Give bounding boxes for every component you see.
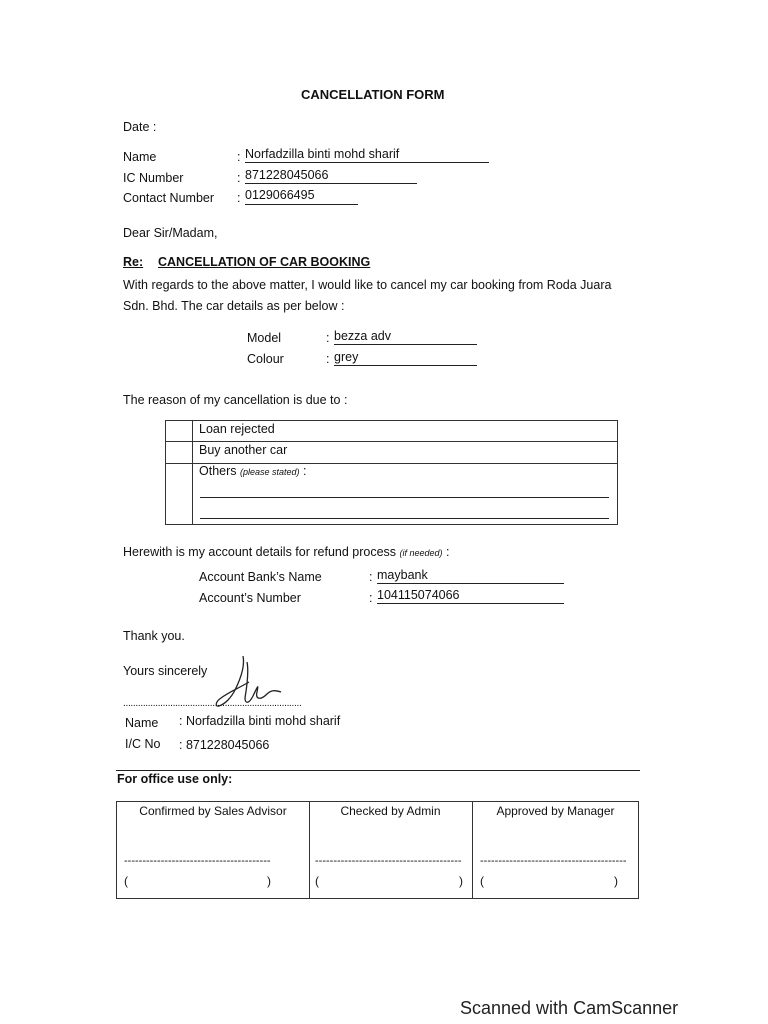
contact-colon: : <box>237 191 241 205</box>
date-label: Date : <box>123 120 157 134</box>
closing-ic-value: : 871228045066 <box>179 738 270 752</box>
body-line-1: With regards to the above matter, I would like to cancel my car booking from Roda Juara <box>123 278 612 292</box>
office-header-sales-advisor: Confirmed by Sales Advisor <box>139 804 287 818</box>
others-line-1 <box>200 497 609 498</box>
ic-underline <box>245 183 417 184</box>
colour-value: grey <box>334 350 359 364</box>
account-number-label: Account’s Number <box>199 591 301 605</box>
body-line-2: Sdn. Bhd. The car details as per below : <box>123 299 345 313</box>
account-number-underline <box>377 603 564 604</box>
re-label: Re: <box>123 255 144 269</box>
office-paren-close: ) <box>267 874 271 888</box>
office-cell-sales-advisor <box>117 802 309 898</box>
ic-colon: : <box>237 171 241 185</box>
others-label: Others <box>199 464 237 478</box>
office-header-manager: Approved by Manager <box>496 804 615 818</box>
colour-label: Colour <box>247 352 284 366</box>
name-colon: : <box>237 150 241 164</box>
reason-option-loan-rejected: Loan rejected <box>199 422 275 436</box>
name-value: Norfadzilla binti mohd sharif <box>245 147 400 161</box>
account-number-colon: : <box>369 591 373 605</box>
bank-label: Account Bank’s Name <box>199 570 322 584</box>
closing-name-label: Name <box>125 716 159 730</box>
office-paren-close: ) <box>459 874 463 888</box>
contact-underline <box>245 204 358 205</box>
bank-underline <box>377 583 564 584</box>
office-sign-line: ---------------------------------------- <box>480 855 627 867</box>
reason-checkbox-column-divider <box>192 421 193 524</box>
office-paren-open: ( <box>480 874 484 888</box>
office-cell-manager <box>472 802 639 898</box>
closing-name-value: : Norfadzilla binti mohd sharif <box>179 714 341 728</box>
others-colon: : <box>303 464 307 478</box>
contact-value: 0129066495 <box>245 188 315 202</box>
office-cell-admin <box>309 802 472 898</box>
office-divider <box>116 770 640 771</box>
office-header-admin: Checked by Admin <box>340 804 441 818</box>
signature-dotted-line: ........................................................................ <box>123 698 302 709</box>
account-number-value: 104115074066 <box>377 588 460 602</box>
refund-intro <box>123 545 450 559</box>
thank-you: Thank you. <box>123 629 185 643</box>
reason-option-others <box>199 464 307 478</box>
reason-option-buy-another-car: Buy another car <box>199 443 288 457</box>
office-paren-close: ) <box>614 874 618 888</box>
model-value: bezza adv <box>334 329 391 343</box>
office-paren-open: ( <box>124 874 128 888</box>
office-sign-line: ---------------------------------------- <box>315 855 462 867</box>
ic-value: 871228045066 <box>245 168 329 182</box>
reason-row-divider <box>166 441 617 442</box>
model-label: Model <box>247 331 282 345</box>
refund-intro-text: Herewith is my account details for refund process <box>123 545 397 559</box>
bank-colon: : <box>369 570 373 584</box>
refund-intro-note: (if needed) <box>399 548 443 558</box>
reason-table <box>165 420 618 525</box>
office-table <box>116 801 639 899</box>
office-paren-open: ( <box>315 874 319 888</box>
colour-underline <box>334 365 477 366</box>
re-subject: CANCELLATION OF CAR BOOKING <box>158 255 371 269</box>
others-line-2 <box>200 518 609 519</box>
colour-colon: : <box>326 352 330 366</box>
camscanner-watermark: Scanned with CamScanner <box>460 998 679 1018</box>
refund-intro-colon: : <box>446 545 450 559</box>
office-heading: For office use only: <box>117 772 233 786</box>
form-title: CANCELLATION FORM <box>301 87 445 102</box>
bank-value: maybank <box>377 568 428 582</box>
model-colon: : <box>326 331 330 345</box>
name-label: Name <box>123 150 157 164</box>
contact-label: Contact Number <box>123 191 215 205</box>
office-sign-line: ---------------------------------------- <box>124 855 271 867</box>
closing-ic-label: I/C No <box>125 737 161 751</box>
model-underline <box>334 344 477 345</box>
name-underline <box>245 162 489 163</box>
greeting: Dear Sir/Madam, <box>123 226 218 240</box>
reason-intro: The reason of my cancellation is due to : <box>123 393 348 407</box>
yours-sincerely: Yours sincerely <box>123 664 208 678</box>
ic-label: IC Number <box>123 171 184 185</box>
others-note: (please stated) <box>240 467 300 477</box>
